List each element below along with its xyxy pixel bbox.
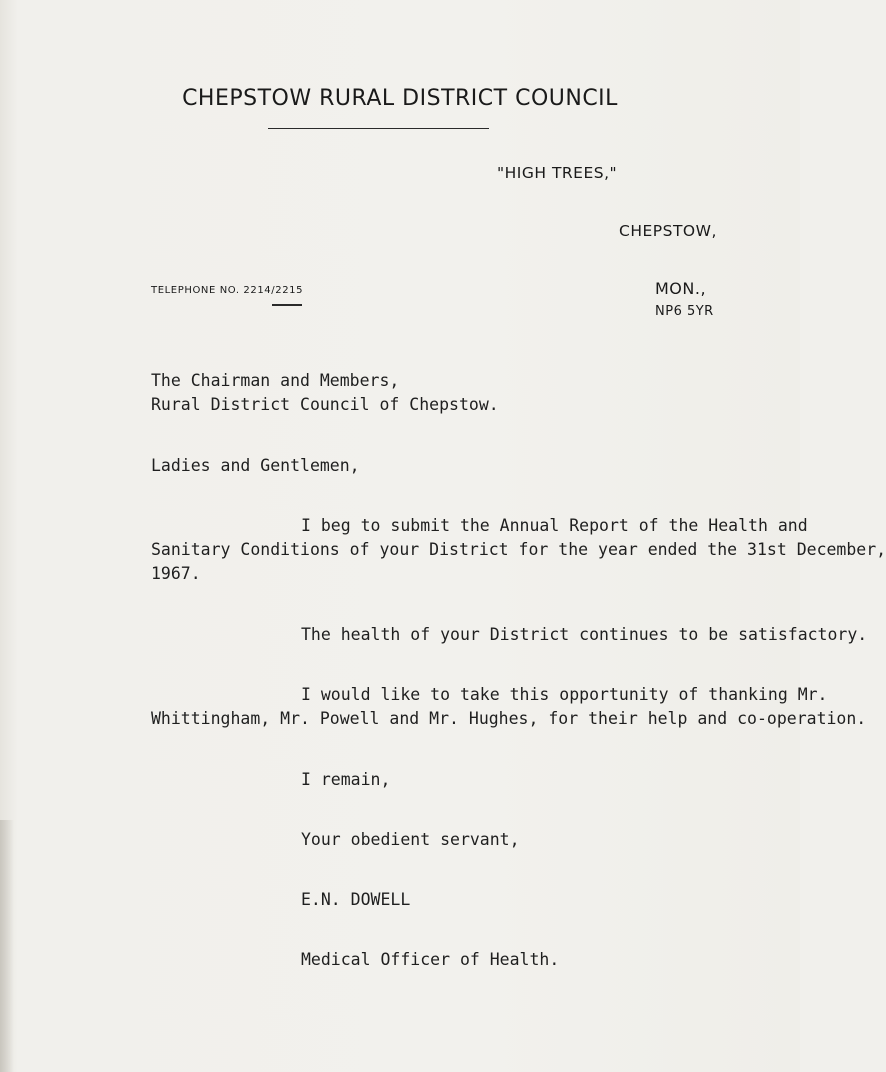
signatory-name: E.N. DOWELL — [301, 890, 411, 909]
complimentary-close: Your obedient servant, — [301, 830, 520, 849]
address-line-2: CHEPSTOW, — [619, 222, 717, 240]
paragraph-2: The health of your District continues to be satisfactory. — [301, 625, 868, 644]
address-postcode: NP6 5YR — [655, 304, 714, 319]
telephone-number: TELEPHONE NO. 2214/2215 — [151, 285, 304, 296]
closing-line: I remain, — [301, 770, 391, 789]
signatory-title: Medical Officer of Health. — [301, 950, 560, 969]
telephone-underline — [272, 304, 302, 306]
address-line-3: MON., — [655, 279, 707, 298]
recipient-line-2: Rural District Council of Chepstow. — [151, 395, 499, 414]
recipient-line-1: The Chairman and Members, — [151, 371, 400, 390]
paragraph-3-line-2: Whittingham, Mr. Powell and Mr. Hughes, for their help and co-operation. — [151, 709, 867, 728]
page-edge-shadow — [0, 820, 14, 1072]
address-line-1: "HIGH TREES," — [497, 164, 618, 182]
paragraph-1-line-1: I beg to submit the Annual Report of the Health and — [301, 516, 808, 535]
paragraph-1-line-3: 1967. — [151, 564, 201, 583]
paragraph-1-line-2: Sanitary Conditions of your District for the year ended the 31st December, — [151, 540, 886, 559]
salutation: Ladies and Gentlemen, — [151, 456, 360, 475]
council-name: CHEPSTOW RURAL DISTRICT COUNCIL — [182, 86, 618, 111]
title-underline — [268, 128, 489, 129]
paragraph-3-line-1: I would like to take this opportunity of thanking Mr. — [301, 685, 828, 704]
